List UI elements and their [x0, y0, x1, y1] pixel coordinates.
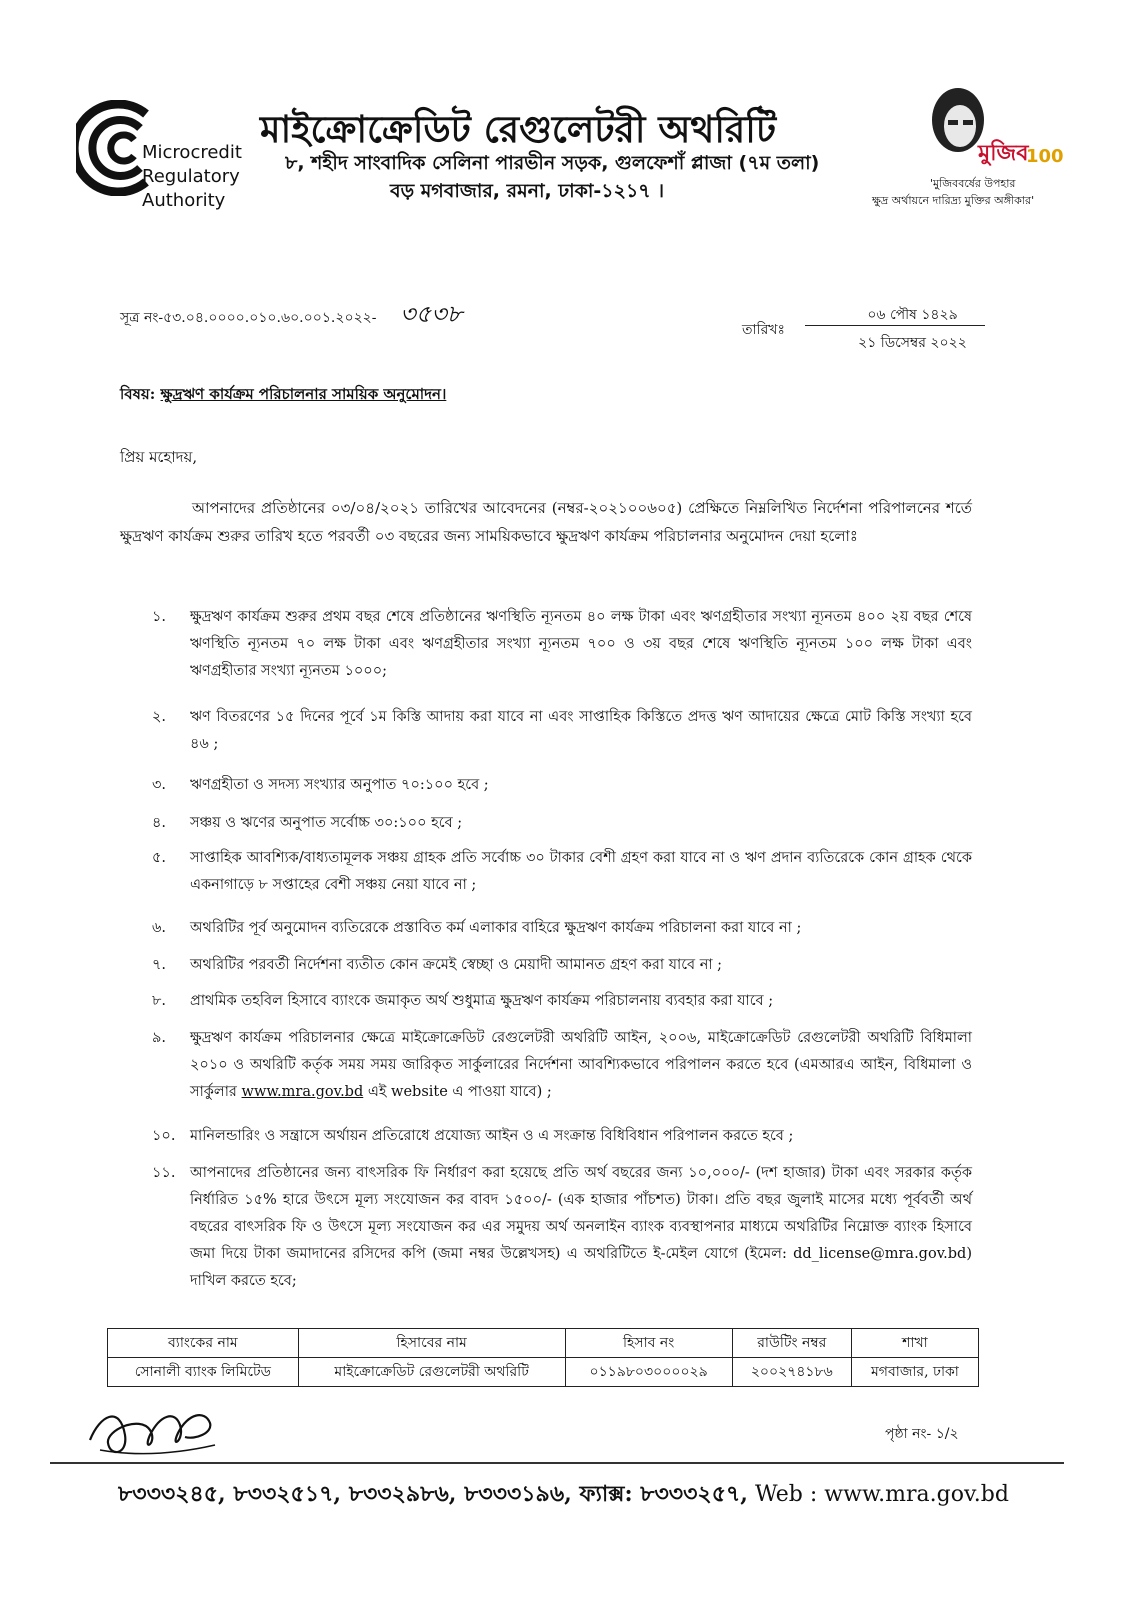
list-item-number: ৬. [152, 920, 167, 936]
list-item-number: ৯. [152, 1030, 167, 1046]
table-header-cell: ব্যাংকের নাম [108, 1329, 299, 1358]
list-item-text [190, 1025, 972, 1106]
bank-account-table [107, 1328, 979, 1387]
list-item-text: সাপ্তাহিক আবশ্যিক/বাধ্যতামূলক সঞ্চয় গ্রাহক প্রতি সর্বোচ্চ ৩০ টাকার বেশী গ্রহণ করা যাবে না ও ঋণ প্রদান ব্যতিরেকে কোন গ্রাহক থেকে একনাগাড়ে ৮ সপ্তাহের বেশী সঞ্চয় নেয়া যাবে না ; [190, 850, 972, 893]
mujib-logo-text: মুজিব [978, 141, 1029, 166]
signature-image [80, 1395, 220, 1465]
list-item-text: অথরিটির পূর্ব অনুমোদন ব্যতিরেকে প্রস্তাবিত কর্ম এলাকার বাহিরে ক্ষুদ্রঋণ কার্যক্রম পরিচালনা করা যাবে না ; [190, 920, 802, 936]
logo-text-line: Microcredit [142, 142, 242, 163]
table-header-cell: হিসাব নং [565, 1329, 732, 1358]
table-cell: মাইক্রোক্রেডিট রেগুলেটরী অথরিটি [298, 1358, 565, 1387]
list-item-number: ১. [152, 609, 167, 625]
list-item-text: প্রাথমিক তহবিল হিসাবে ব্যাংকে জমাকৃত অর্থ শুধুমাত্র ক্ষুদ্রঋণ কার্যক্রম পরিচালনায় ব্যবহার করা যাবে ; [190, 993, 774, 1009]
subject-label: বিষয়: [120, 385, 156, 403]
list-item-number: ১০. [152, 1128, 176, 1144]
logo-text [142, 141, 242, 213]
list-item-number: ৪. [152, 815, 167, 831]
table-header-row [108, 1329, 979, 1358]
reference-handwritten: ৩৫৩৮ [400, 300, 463, 328]
list-item-text: ঋণ বিতরণের ১৫ দিনের পূর্বে ১ম কিস্তি আদায় করা যাবে না এবং সাপ্তাহিক কিস্তিতে প্রদত্ত ঋণ আদায়ের ক্ষেত্রে মোট কিস্তি সংখ্যা হবে ৪৬ ; [190, 709, 972, 752]
logo-text-line: Authority [142, 190, 226, 211]
date-divider [805, 325, 985, 326]
date-label: তারিখঃ [742, 322, 785, 338]
org-address-line1: ৮, শহীদ সাংবাদিক সেলিনা পারভীন সড়ক, গুলফেশাঁ প্লাজা (৭ম তলা) [285, 152, 820, 174]
table-row [108, 1358, 979, 1387]
org-address-line2: বড় মগবাজার, রমনা, ঢাকা-১২১৭ । [390, 180, 665, 202]
list-item-text: সঞ্চয় ও ঋণের অনুপাত সর্বোচ্চ ৩০:১০০ হবে ; [190, 815, 463, 831]
table-cell: ২০০২৭৪১৮৬ [732, 1358, 851, 1387]
logo-text-line: Regulatory [142, 166, 240, 187]
mujib-logo-icon [918, 80, 1068, 172]
list-item-text: মানিলন্ডারিং ও সন্ত্রাসে অর্থায়ন প্রতিরোধে প্রযোজ্য আইন ও এ সংক্রান্ত বিধিবিধান পরিপালন করতে হবে ; [190, 1128, 794, 1144]
table-cell: ০১১৯৮০৩০০০০২৯ [565, 1358, 732, 1387]
table-cell: সোনালী ব্যাংক লিমিটেড [108, 1358, 299, 1387]
subject [120, 383, 446, 408]
list-item-text: অথরিটির পরবর্তী নির্দেশনা ব্যতীত কোন ক্রমেই স্বেচ্ছা ও মেয়াদী আমানত গ্রহণ করা যাবে না ; [190, 957, 723, 973]
mujib-caption1: 'মুজিববর্ষের উপহার [930, 177, 1016, 190]
list-item-number: ১১. [152, 1165, 176, 1181]
footer-phones: ৮৩৩৩২৪৫, ৮৩৩২৫১৭, ৮৩৩২৯৮৬, ৮৩৩৩১৯৬, ফ্যাক্স: ৮৩৩৩২৫৭, [118, 1481, 748, 1507]
list-item-text: আপনাদের প্রতিষ্ঠানের জন্য বাৎসরিক ফি নির্ধারণ করা হয়েছে প্রতি অর্থ বছরের জন্য ১০,০০০/- (দশ হাজার) টাকা এবং সরকার কর্তৃক নির্ধারিত ১৫% হারে উৎসে মূল্য সংযোজন কর বাবদ ১৫০০/- (এক হাজার পাঁচশত) টাকা। প্রতি বছর জুলাই মাসের মধ্যে পূর্ববর্তী অর্থ বছরের বাৎসরিক ফি ও উৎসে মূল্য সংযোজন কর এর সমুদয় অর্থ অনলাইন ব্যাংক ব্যবস্থাপনার মাধ্যমে অথরিটির নিম্নোক্ত ব্যাংক হিসাবে জমা দিয়ে টাকা জমাদানের রসিদের কপি (জমা নম্বর উল্লেখসহ) এ অথরিটিতে ই-মেইল যোগে (ইমেল: dd_license@mra.gov.bd) দাখিল করতে হবে; [190, 1165, 972, 1289]
table-cell: মগবাজার, ঢাকা [851, 1358, 978, 1387]
reference-number: সূত্র নং-৫৩.০৪.০০০০.০১০.৬০.০০১.২০২২- [120, 310, 377, 326]
org-name: মাইক্রোক্রেডিট রেগুলেটরী অথরিটি [260, 108, 777, 151]
list-item-number: ২. [152, 709, 167, 725]
list-item-number: ৭. [152, 957, 167, 973]
date-english: ২১ ডিসেম্বর ২০২২ [858, 335, 967, 351]
intro-paragraph: আপনাদের প্রতিষ্ঠানের ০৩/০৪/২০২১ তারিখের আবেদনের (নম্বর-২০২১০০৬০৫) প্রেক্ষিতে নিম্নলিখিত নির্দেশনা পরিপালনের শর্তে ক্ষুদ্রঋণ কার্যক্রম শুরুর তারিখ হতে পরবর্তী ০৩ বছরের জন্য সাময়িকভাবে ক্ষুদ্রঋণ কার্যক্রম পরিচালনার অনুমোদন দেয়া হলোঃ [120, 499, 972, 545]
mujib-logo-num: 100 [1026, 146, 1064, 167]
list-item-number: ৮. [152, 993, 167, 1009]
table-header-cell: শাখা [851, 1329, 978, 1358]
table-header-cell: হিসাবের নাম [298, 1329, 565, 1358]
footer-contact [118, 1477, 1009, 1514]
date-bangla: ০৬ পৌষ ১৪২৯ [867, 307, 958, 323]
list-item-text-part: এই website এ পাওয়া যাবে) ; [363, 1084, 552, 1100]
footer-divider [50, 1462, 1064, 1464]
list-item-number: ৩. [152, 777, 167, 793]
mujib-caption2: ক্ষুদ্র অর্থায়নে দারিদ্র্য মুক্তির অঙ্গীকার' [872, 194, 1035, 207]
list-item-text: ক্ষুদ্রঋণ কার্যক্রম শুরুর প্রথম বছর শেষে প্রতিষ্ঠানের ঋণস্থিতি ন্যূনতম ৪০ লক্ষ টাকা এবং ঋণগ্রহীতার সংখ্যা ন্যূনতম ৪০০ ২য় বছর শেষে ঋণস্থিতি ন্যূনতম ৭০ লক্ষ টাকা এবং ঋণগ্রহীতার সংখ্যা ন্যূনতম ৭০০ ও ৩য় বছর শেষে ঋণস্থিতি ন্যূনতম ১০০ লক্ষ টাকা এবং ঋণগ্রহীতার সংখ্যা ন্যূনতম ১০০০; [190, 609, 972, 679]
footer-website: Web : www.mra.gov.bd [747, 1482, 1009, 1507]
salutation: প্রিয় মহোদয়, [120, 448, 198, 466]
list-item-text: ঋণগ্রহীতা ও সদস্য সংখ্যার অনুপাত ৭০:১০০ হবে ; [190, 777, 489, 793]
list-item-text-part: ক্ষুদ্রঋণ কার্যক্রম পরিচালনার ক্ষেত্রে মাইক্রোক্রেডিট রেগুলেটরী অথরিটি আইন, ২০০৬, মাইক্রোক্রেডিট রেগুলেটরী অথরিটি বিধিমালা ২০১০ ও অথরিটি কর্তৃক সময় সময় জারিকৃত সার্কুলারের নির্দেশনা আবশ্যিকভাবে পরিপালন করতে হবে (এমআরএ আইন, বিধিমালা ও সার্কুলার [190, 1030, 972, 1100]
subject-text: ক্ষুদ্রঋণ কার্যক্রম পরিচালনার সাময়িক অনুমোদন। [160, 385, 447, 403]
mra-website-link[interactable]: www.mra.gov.bd [241, 1084, 364, 1100]
table-header-cell: রাউটিং নম্বর [732, 1329, 851, 1358]
list-item-number: ৫. [152, 850, 167, 866]
page-number: পৃষ্ঠা নং- ১/২ [885, 1426, 959, 1442]
